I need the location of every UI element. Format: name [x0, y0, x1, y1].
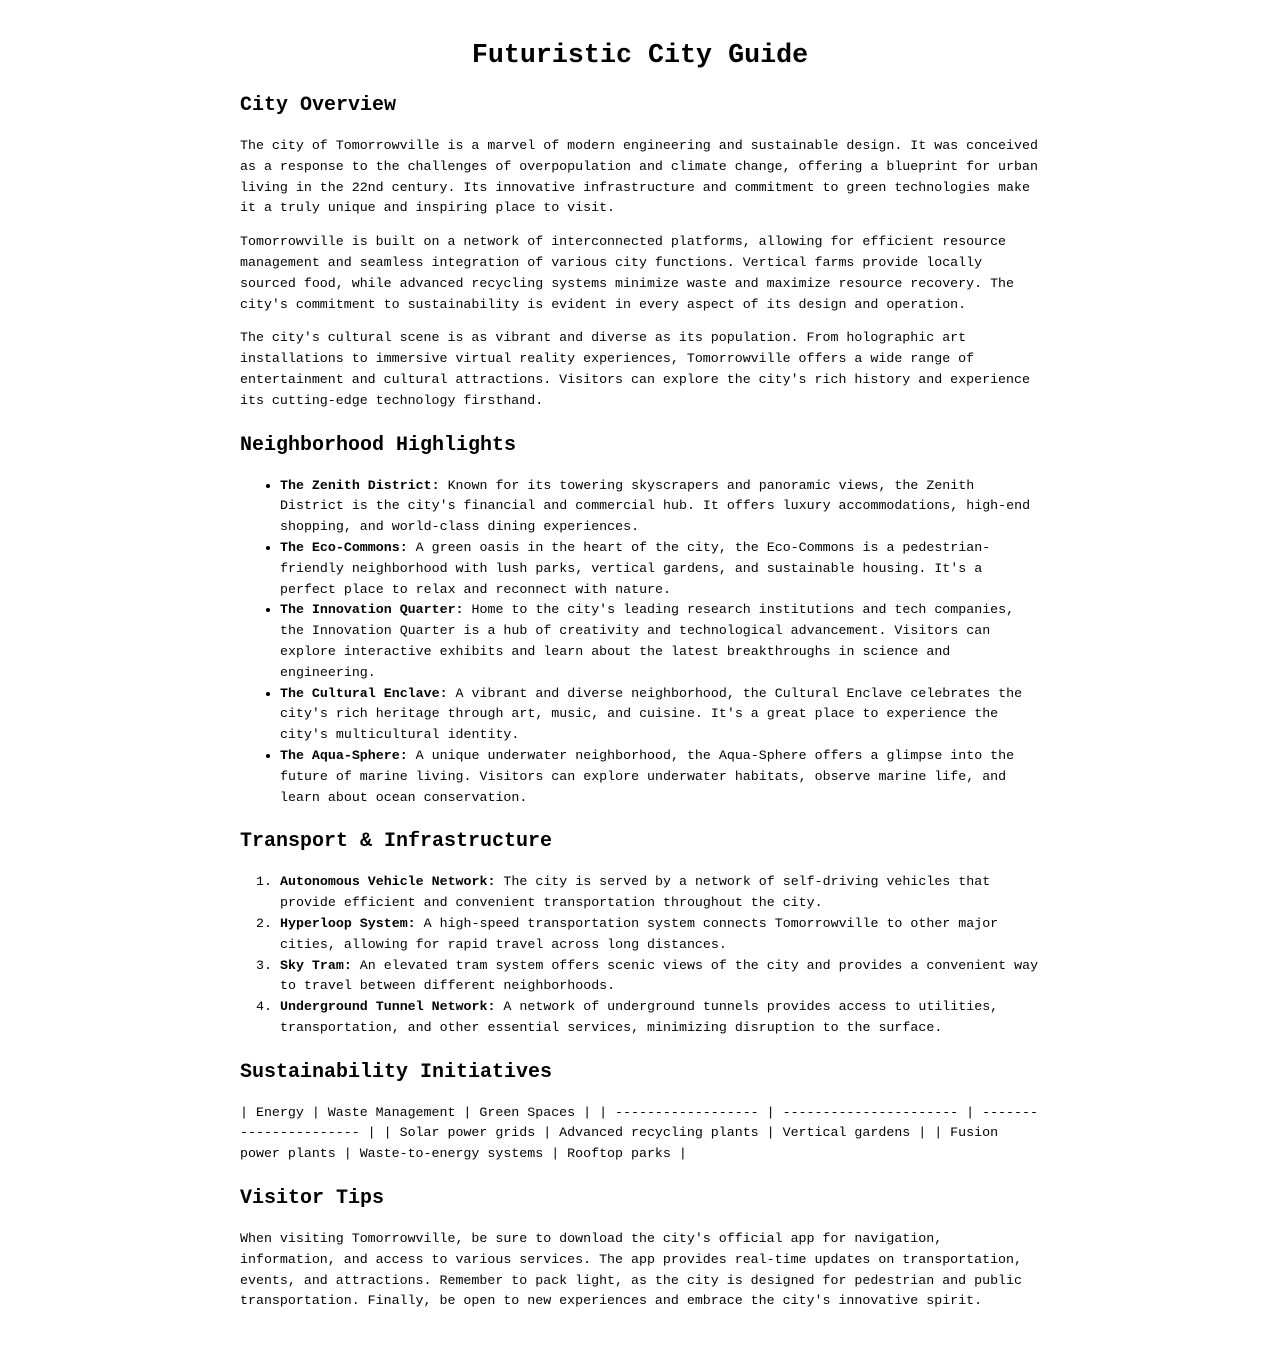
- transport-name: Autonomous Vehicle Network:: [280, 874, 496, 890]
- neighborhood-description: A vibrant and diverse neighborhood, the Cultural Enclave celebrates the city's rich heritage through art, music, and cuisine. It's a great place to experience the city's multicultural identity.: [280, 685, 1023, 743]
- list-item: [280, 956, 1040, 998]
- page-title: Futuristic City Guide: [471, 41, 809, 71]
- neighborhood-highlights-heading: Neighborhood Highlights: [240, 433, 517, 457]
- neighborhood-list: [240, 476, 1040, 809]
- sustainability-table-text: | Energy | Waste Management | Green Spaces | | ------------------ | ---------------------- | ---------------------- | | Solar power grids | Advanced recycling plants | Vertical gardens | | Fusion power plants | Waste-to-energy systems | Rooftop parks |: [240, 1104, 1038, 1162]
- neighborhood-description: A unique underwater neighborhood, the Aqua-Sphere offers a glimpse into the future of marine living. Visitors can explore underwater habitats, observe marine life, and learn about ocean conservation.: [280, 747, 1015, 805]
- overview-paragraph: Tomorrowville is built on a network of interconnected platforms, allowing for efficient resource management and seamless integration of various city functions. Vertical farms provide locally sourced food, while advanced recycling systems minimize waste and maximize resource recovery. The city's commitment to sustainability is evident in every aspect of its design and operation.: [240, 234, 1015, 312]
- transport-description: A network of underground tunnels provides access to utilities, transportation, and other essential services, minimizing disruption to the surface.: [280, 999, 999, 1035]
- list-item: [280, 684, 1040, 746]
- sustainability-heading: Sustainability Initiatives: [240, 1060, 553, 1084]
- list-item: [280, 997, 1040, 1039]
- transport-section: [240, 830, 1040, 1038]
- transport-description: An elevated tram system offers scenic views of the city and provides a convenient way to travel between different neighborhoods.: [280, 957, 1039, 994]
- list-item: [280, 600, 1040, 683]
- neighborhood-name: The Eco-Commons:: [280, 539, 408, 555]
- neighborhood-highlights-section: [240, 434, 1040, 809]
- transport-description: The city is served by a network of self-driving vehicles that provide efficient and convenient transportation throughout the city.: [280, 874, 991, 911]
- transport-heading: Transport & Infrastructure: [240, 830, 553, 854]
- neighborhood-description: A green oasis in the heart of the city, the Eco-Commons is a pedestrian-friendly neighborhood with lush parks, vertical gardens, and sustainable housing. It's a perfect place to relax and reconnect with nature.: [280, 539, 991, 597]
- page: [240, 0, 1040, 1354]
- transport-description: A high-speed transportation system connects Tomorrowville to other major cities, allowing for rapid travel across long distances.: [280, 915, 999, 952]
- overview-paragraph: The city's cultural scene is as vibrant and diverse as its population. From holographic art installations to immersive virtual reality experiences, Tomorrowville offers a wide range of entertainment and cultural attractions. Visitors can explore the city's rich history and experience its cutting-edge technology firsthand.: [240, 330, 1030, 408]
- list-item: [280, 538, 1040, 600]
- neighborhood-description: Home to the city's leading research institutions and tech companies, the Innovation Quarter is a hub of creativity and technological advancement. Visitors can explore interactive exhibits and learn about the latest breakthroughs in science and engineering.: [280, 602, 1015, 680]
- neighborhood-name: The Cultural Enclave:: [280, 685, 448, 701]
- transport-name: Sky Tram:: [280, 957, 352, 973]
- list-item: [280, 872, 1040, 914]
- transport-list: [240, 872, 1040, 1038]
- visitor-tips-section: [240, 1187, 1040, 1312]
- neighborhood-name: The Innovation Quarter:: [280, 602, 464, 618]
- sustainability-section: [240, 1061, 1040, 1165]
- neighborhood-description: Known for its towering skyscrapers and panoramic views, the Zenith District is the city's financial and commercial hub. It offers luxury accommodations, high-end shopping, and world-class dining experiences.: [280, 477, 1031, 535]
- transport-name: Hyperloop System:: [280, 915, 416, 931]
- city-overview-section: [240, 94, 1040, 412]
- list-item: [280, 476, 1040, 538]
- neighborhood-name: The Aqua-Sphere:: [280, 747, 408, 763]
- visitor-tips-heading: Visitor Tips: [240, 1187, 385, 1211]
- overview-paragraph: The city of Tomorrowville is a marvel of modern engineering and sustainable design. It was conceived as a response to the challenges of overpopulation and climate change, offering a blueprint for urban living in the 22nd century. Its innovative infrastructure and commitment to green technologies make it a truly unique and inspiring place to visit.: [240, 138, 1038, 216]
- neighborhood-name: The Zenith District:: [280, 477, 440, 493]
- city-overview-heading: City Overview: [240, 94, 397, 117]
- list-item: [280, 914, 1040, 956]
- transport-name: Underground Tunnel Network:: [280, 999, 496, 1015]
- visitor-tips-paragraph: When visiting Tomorrowville, be sure to download the city's official app for navigation, information, and access to various services. The app provides real-time updates on transportation, events, and attractions. Remember to pack light, as the city is designed for pedestrian and public transportation. Finally, be open to new experiences and embrace the city's innovative spirit.: [240, 1231, 1022, 1309]
- list-item: [280, 746, 1040, 808]
